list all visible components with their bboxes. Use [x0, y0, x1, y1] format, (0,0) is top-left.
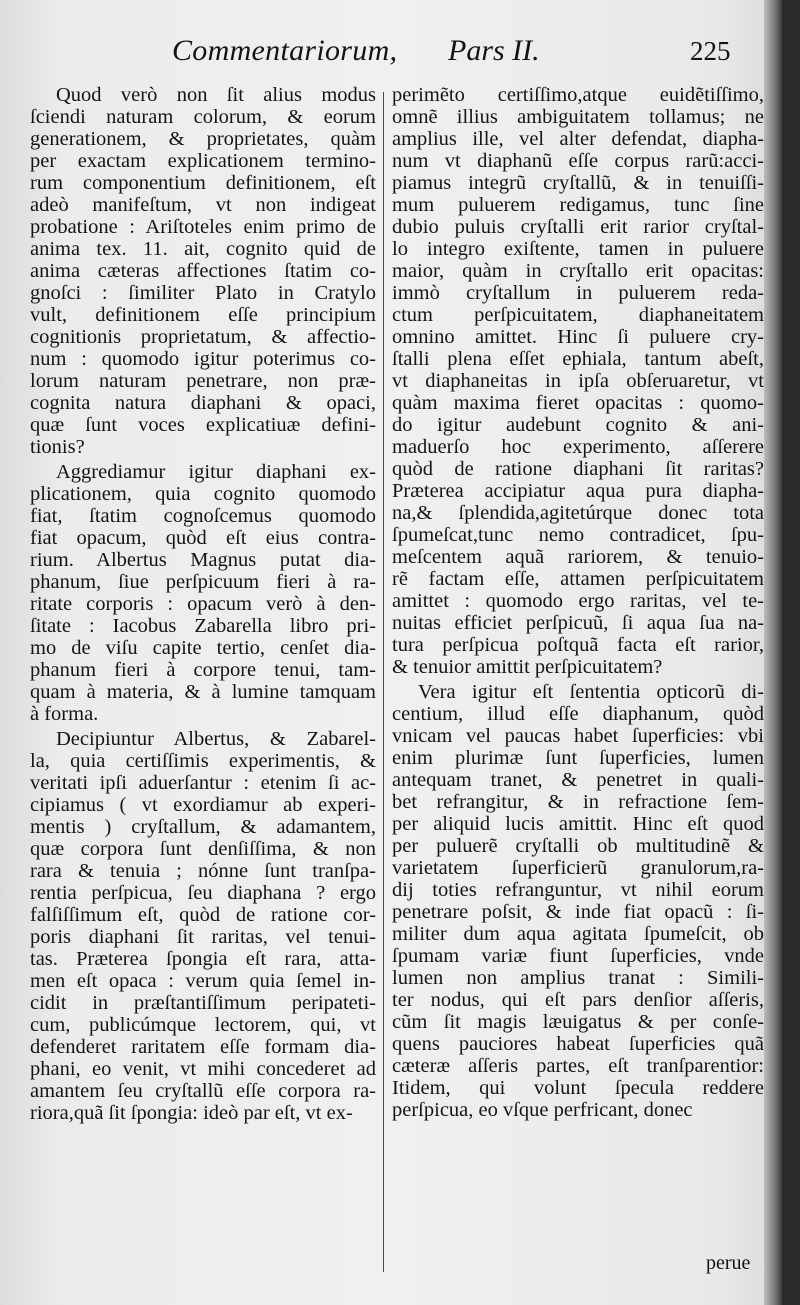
text-line: nuitas efficiet perſpicuũ, ſi aqua ſua na-	[392, 612, 764, 634]
text-line: cũm ſit magis læuigatus & per conſe-	[392, 1011, 764, 1033]
text-line: cognitionis proprietatum, & affectio-	[30, 326, 376, 348]
text-line: gnoſci : ſimiliter Plato in Cratylo	[30, 282, 376, 304]
text-line: ctum perſpicuitatem, diaphaneitatem	[392, 304, 764, 326]
text-line: maior, quàm in cryſtallo erit opacitas:	[392, 260, 764, 282]
text-line: num : quomodo igitur poterimus co-	[30, 348, 376, 370]
paragraph	[30, 461, 376, 725]
text-line: ſitate : Iacobus Zabarella libro pri-	[30, 615, 376, 637]
text-line: vnicam vel paucas habet ſuperficies: vbi	[392, 725, 764, 747]
text-line: & tenuior amittit perſpicuitatem?	[392, 656, 663, 678]
text-line: vt diaphaneitas in ipſa obſeruaretur, vt	[392, 370, 764, 392]
text-line: rẽ factam eſſe, attamen perſpicuitatem	[392, 568, 764, 590]
text-line: do igitur audebunt cognito & ani-	[392, 414, 764, 436]
text-line: maduerſo hoc experimento, aſſerere	[392, 436, 764, 458]
text-line: rum componentium definitionem, eſt	[30, 172, 376, 194]
text-line: generationem, & proprietates, quàm	[30, 128, 376, 150]
text-line: varietatem ſuperficierũ granulorum,ra-	[392, 857, 764, 879]
text-line: quam à materia, & à lumine tamquam	[30, 681, 376, 703]
text-line: omnẽ illius ambiguitatem tollamus; ne	[392, 106, 764, 128]
text-line: enim plurimæ ſunt ſuperficies, lumen	[392, 747, 764, 769]
text-line: adeò manifeſtum, vt non indigeat	[30, 194, 376, 216]
text-line: num vt diaphanũ eſſe corpus rarũ:acci-	[392, 150, 764, 172]
text-line: tas. Præterea ſpongia eſt rara, atta-	[30, 948, 376, 970]
text-line: anima tex. 11. ait, cognito quid de	[30, 238, 376, 260]
text-line: veritati ipſi aduerſantur : etenim ſi ac-	[30, 772, 376, 794]
text-line: fiat opacum, quòd eſt eius contra-	[30, 527, 376, 549]
page-header	[0, 34, 782, 84]
text-line: amittet : quomodo ergo raritas, vel te-	[392, 590, 764, 612]
text-line: Decipiuntur Albertus, & Zabarel-	[56, 728, 376, 750]
text-line: dij toties refranguntur, vt nihil eorum	[392, 879, 764, 901]
text-line: centium, illud eſſe diaphanum, quòd	[392, 703, 764, 725]
text-line: quens pauciores habeat ſuperficies quã	[392, 1033, 764, 1055]
text-line: ſpumeſcat,tunc nemo contradicet, ſpu-	[392, 524, 764, 546]
text-line: tura perſpicua poſtquã facta eſt rarior,	[392, 634, 764, 656]
text-line: bet refrangitur, & in refractione ſem-	[392, 791, 764, 813]
text-line: cipiamus ( vt exordiamur ab experi-	[30, 794, 376, 816]
text-line: perimẽto certiſſimo,atque euidẽtiſſimo,	[392, 84, 764, 106]
text-line: antequam tranet, & penetret in quali-	[392, 769, 764, 791]
text-line: amplius ille, vel alter defendat, diapha-	[392, 128, 764, 150]
text-line: lumen non amplius tranat : Simili-	[392, 967, 764, 989]
text-line: phanum, ſiue perſpicuum fieri à ra-	[30, 571, 376, 593]
text-line: rentia perſpicua, ſeu diaphana ? ergo	[30, 882, 376, 904]
text-line: probatione : Ariſtoteles enim primo de	[30, 216, 376, 238]
text-line: na,& ſplendida,agitetúrque donec tota	[392, 502, 764, 524]
text-line: Præterea accipiatur aqua pura diapha-	[392, 480, 764, 502]
text-line: amantem ſeu cryſtallũ eſſe corpora ra-	[30, 1080, 376, 1102]
text-line: quæ ſunt voces explicatiuæ defini-	[30, 414, 376, 436]
text-line: penetrare poſsit, & inde fiat opacũ : ſi-	[392, 901, 764, 923]
text-line: ſtalli plena eſſet ephiala, tantum abeſt,	[392, 348, 764, 370]
text-line: lo integro exiſtente, tamen in puluere	[392, 238, 764, 260]
text-line: dubio puluis cryſtalli erit rarior cryſtal-	[392, 216, 764, 238]
text-line: rara & tenuia ; nónne ſunt tranſpa-	[30, 860, 376, 882]
text-line: rium. Albertus Magnus putat dia-	[30, 549, 376, 571]
text-line: Quod verò non ſit alius modus	[56, 84, 376, 106]
text-line: lorum naturam penetrare, non præ-	[30, 370, 376, 392]
paragraph	[30, 84, 376, 458]
paragraph	[392, 681, 764, 1121]
running-title: Commentariorum,	[172, 34, 398, 67]
text-line: ſpumam variæ fiunt ſuperficies, vnde	[392, 945, 764, 967]
text-line: per aliquid lucis amittit. Hinc eſt quod	[392, 813, 764, 835]
text-line: perſpicua, eo vſque perfricant, donec	[392, 1099, 693, 1121]
text-line: cognita natura diaphani & opaci,	[30, 392, 376, 414]
text-line: militer dum aqua agitata ſpumeſcit, ob	[392, 923, 764, 945]
text-line: la, quia certiſſimis experimentis, &	[30, 750, 376, 772]
text-line: poris diaphani ſit raritas, vel tenui-	[30, 926, 376, 948]
text-line: tionis?	[30, 436, 85, 458]
right-column	[392, 84, 764, 1121]
text-line: quòd de ratione diaphani ſit raritas?	[392, 458, 764, 480]
text-line: anima cæteras affectiones ſtatim co-	[30, 260, 376, 282]
text-line: phani, eo venit, vt mihi concederet ad	[30, 1058, 376, 1080]
text-line: falſiſſimum eſt, quòd de ratione cor-	[30, 904, 376, 926]
column-divider	[383, 92, 384, 1272]
text-line: cæteræ aſſeris partes, eſt tranſparentior:	[392, 1055, 764, 1077]
text-line: omnino amittet. Hinc ſi puluere cry-	[392, 326, 764, 348]
text-line: cum, publicúmque lectorem, qui, vt	[30, 1014, 376, 1036]
text-line: ter nodus, qui eſt pars denſior aſſeris,	[392, 989, 764, 1011]
text-line: men eſt opaca : verum quia ſemel in-	[30, 970, 376, 992]
text-line: ritate corporis : opacum verò à den-	[30, 593, 376, 615]
text-line: piamus integrũ cryſtallũ, & in tenuiſſi-	[392, 172, 764, 194]
text-line: vult, definitionem eſſe principium	[30, 304, 376, 326]
text-line: mo de viſu capite tertio, cenſet dia-	[30, 637, 376, 659]
left-column	[30, 84, 376, 1124]
text-line: Aggrediamur igitur diaphani ex-	[56, 461, 376, 483]
text-line: immò cryſtallum in puluerem reda-	[392, 282, 764, 304]
text-line: plicationem, quia cognito quomodo	[30, 483, 376, 505]
text-line: Itidem, qui volunt ſpecula reddere	[392, 1077, 764, 1099]
part-title: Pars II.	[448, 34, 540, 67]
text-line: Vera igitur eſt ſententia opticorũ di-	[418, 681, 764, 703]
text-line: cidit in præſtantiſſimum peripateti-	[30, 992, 376, 1014]
text-line: riora,quã ſit ſpongia: ideò par eſt, vt ex-	[30, 1102, 353, 1124]
text-line: quæ corpora ſunt denſiſſima, & non	[30, 838, 376, 860]
text-line: phanum fieri à corpore tenui, tam-	[30, 659, 376, 681]
text-line: ſciendi naturam colorum, & eorum	[30, 106, 376, 128]
text-line: per exactam explicationem termino-	[30, 150, 376, 172]
text-line: mum puluerem redigamus, tunc ſine	[392, 194, 764, 216]
text-line: quàm maxima fieret opacitas : quomo-	[392, 392, 764, 414]
text-line: mentis ) cryſtallum, & adamantem,	[30, 816, 376, 838]
paragraph	[392, 84, 764, 678]
text-line: meſcentem aquã rariorem, & tenuio-	[392, 546, 764, 568]
paragraph	[30, 728, 376, 1124]
page-number: 225	[690, 36, 731, 66]
text-line: defenderet raritatem eſſe formam dia-	[30, 1036, 376, 1058]
text-line: per puluerẽ cryſtalli ob multitudinẽ &	[392, 835, 764, 857]
catchword: perue	[706, 1252, 751, 1274]
text-line: fiat, ſtatim cognoſcemus quomodo	[30, 505, 376, 527]
page-edge-shadow	[764, 0, 782, 1305]
text-line: à forma.	[30, 703, 99, 725]
